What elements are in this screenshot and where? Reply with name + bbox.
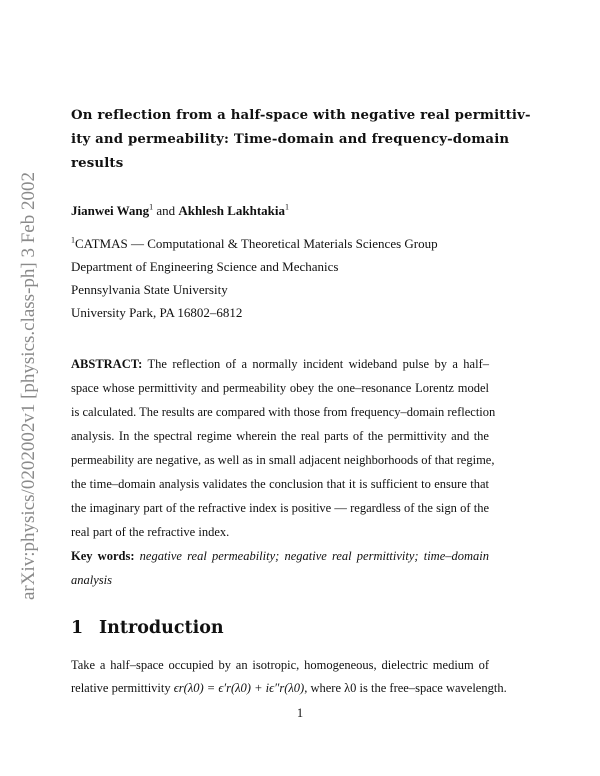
author-1-affiliation-mark: 1 [149, 202, 154, 212]
keywords-label: Key words: [71, 549, 135, 563]
author-2-affiliation-mark: 1 [285, 202, 289, 212]
intro-line-2-prefix: relative permittivity [71, 681, 171, 695]
author-conjunction: and [156, 203, 176, 218]
section-heading [71, 614, 489, 642]
permittivity-formula: ϵr(λ0) = ϵ′r(λ0) + iϵ″r(λ0) [173, 681, 305, 695]
page-number: 1 [296, 706, 304, 720]
intro-line-1: Take a half–space occupied by an isotropic, homogeneous, dielectric medium of [71, 658, 489, 672]
abstract-line-1-text: The reflection of a normally incident wideband pulse by a half– [147, 357, 489, 371]
keywords-line-1 [71, 544, 489, 568]
paper-title [71, 104, 531, 176]
abstract [71, 352, 496, 544]
affiliation-line-2: Department of Engineering Science and Mechanics [71, 259, 339, 274]
keywords-list: negative real permeability; negative real permittivity; time–domain [139, 549, 489, 563]
abstract-line-5: permeability are negative, as well as in small adjacent neighborhoods of that regime, [71, 453, 495, 467]
title-line-3: results [71, 156, 124, 171]
abstract-line-7: the imaginary part of the refractive index is positive — regardless of the sign of the [71, 501, 489, 515]
keywords-list-cont: analysis [71, 573, 112, 587]
author-2: Akhlesh Lakhtakia [178, 203, 285, 218]
affiliation-mark: 1 [71, 235, 75, 245]
intro-line-2 [71, 677, 507, 700]
abstract-line-1 [71, 352, 489, 376]
title-line-1: On reflection from a half-space with negative real permittiv- [71, 108, 531, 123]
abstract-line-6: the time–domain analysis validates the conclusion that it is sufficient to ensure that [71, 477, 489, 491]
affiliation-line-1 [71, 234, 489, 257]
abstract-label: ABSTRACT: [71, 357, 143, 371]
keywords-line-2 [71, 568, 489, 592]
abstract-line-4: analysis. In the spectral regime wherein the real parts of the permittivity and the [71, 429, 489, 443]
affiliation-line-4: University Park, PA 16802–6812 [71, 305, 243, 320]
section-title: Introduction [99, 618, 224, 638]
intro-line-2-suffix: , where λ0 is the free–space wavelength. [304, 681, 507, 695]
affiliation-line-3: Pennsylvania State University [71, 282, 228, 297]
abstract-line-2: space whose permittivity and permeability obey the one–resonance Lorentz model [71, 381, 489, 395]
author-list [71, 202, 489, 220]
author-1: Jianwei Wang [71, 203, 150, 218]
intro-paragraph [71, 654, 507, 700]
abstract-line-3: is calculated. The results are compared with those from frequency–domain reflection [71, 405, 496, 419]
abstract-line-8: real part of the refractive index. [71, 525, 230, 539]
affiliation-group: CATMAS — Computational & Theoretical Materials Sciences Group [75, 236, 438, 251]
arxiv-identifier: arXiv:physics/0202002v1 [physics.class-ph] 3 Feb 2002 [18, 172, 39, 600]
section-number: 1 [71, 618, 84, 638]
keywords [71, 544, 489, 592]
title-line-2: ity and permeability: Time-domain and frequency-domain [71, 132, 510, 147]
affiliation [71, 234, 489, 326]
